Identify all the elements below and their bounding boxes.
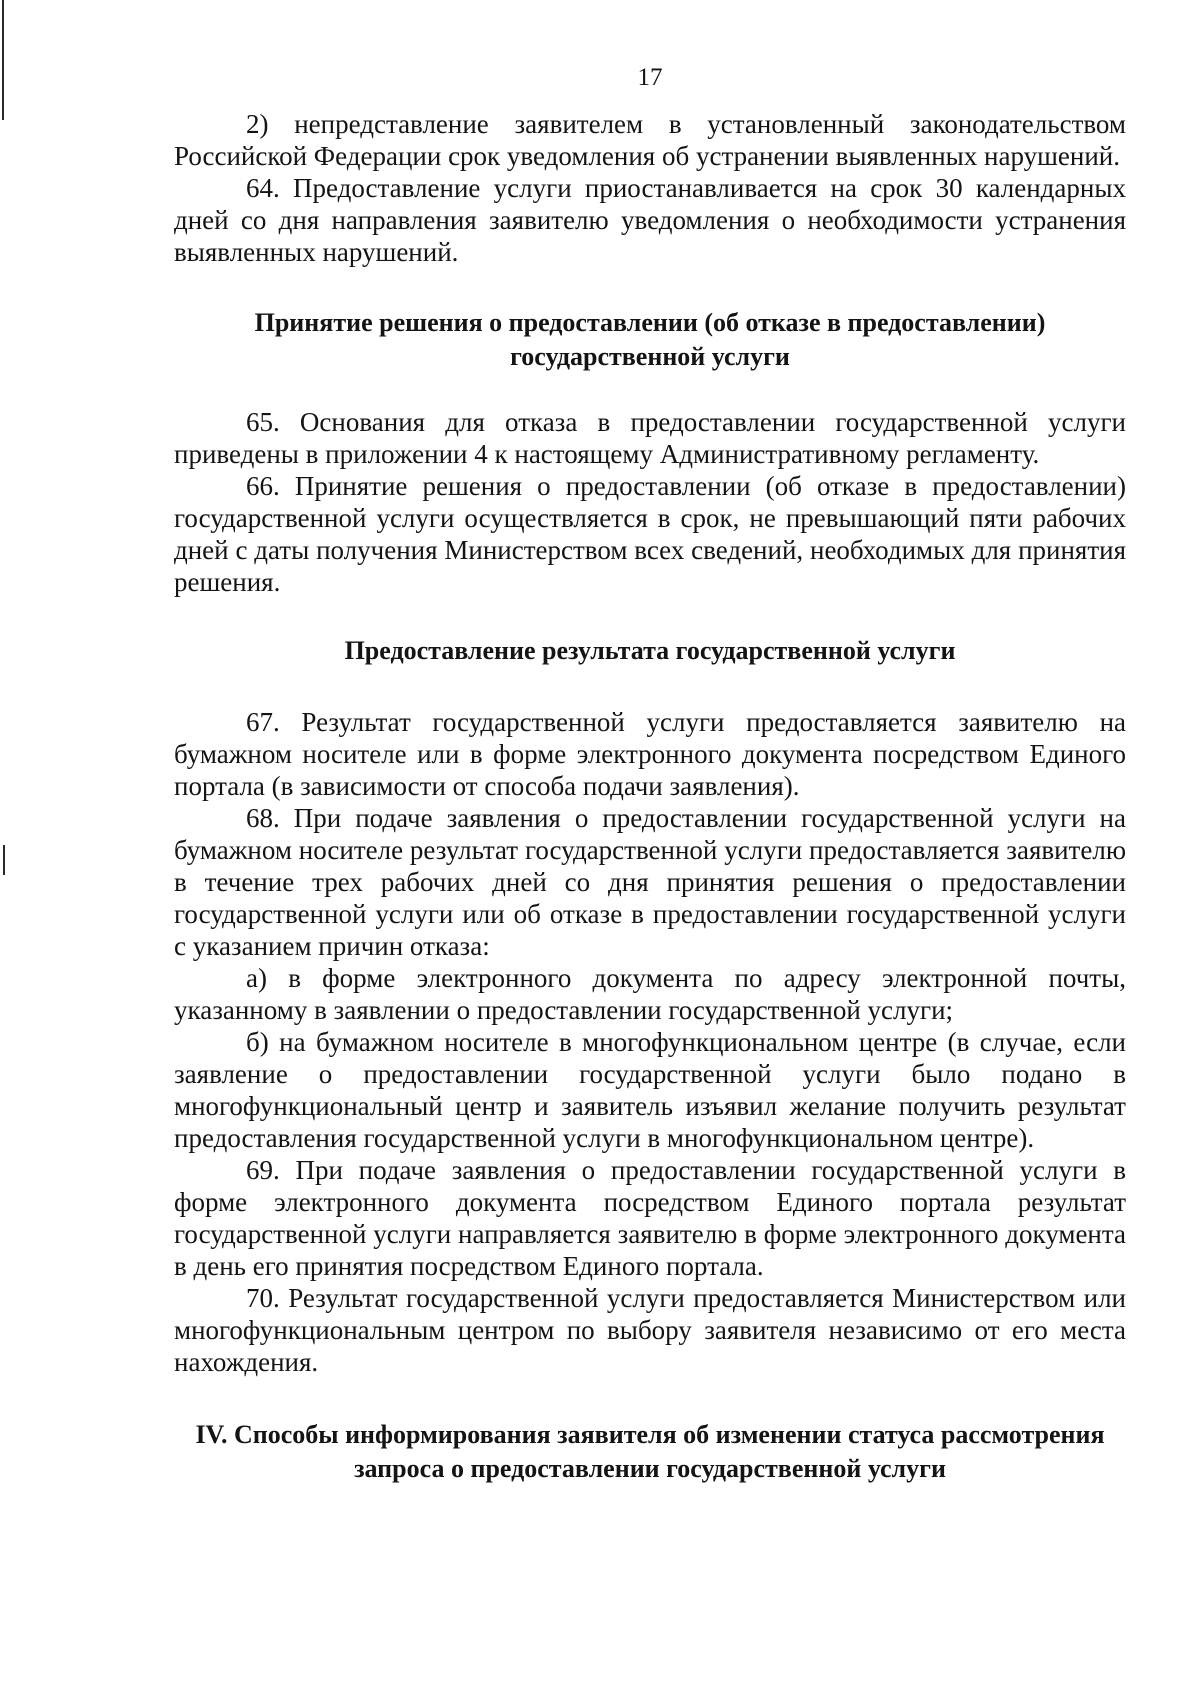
paragraph-66: 66. Принятие решения о предоставлении (об отказе в предоставлении) государственной услуги осуществляется в срок, не превышающий пяти рабочих дней с даты получения Министерством всех сведений, необходимых для принятия решения.: [174, 471, 1126, 597]
paragraph-69: 69. При подаче заявления о предоставлении государственной услуги в форме электронного документа посредством Единого портала результат государственной услуги направляется заявителю в форме электронного документа в день его принятия посредством Единого портала.: [174, 1155, 1126, 1281]
document-page: [174, 56, 1126, 1486]
paragraph-68: 68. При подаче заявления о предоставлении государственной услуги на бумажном носителе результат государственной услуги предоставляется заявителю в течение трех рабочих дней со дня принятия решения о предоставлении государственной услуги или об отказе в предоставлении государственной услуги с указанием причин отказа:: [174, 803, 1126, 961]
paragraph-65: 65. Основания для отказа в предоставлении государственной услуги приведены в приложении 4 к настоящему Административному регламенту.: [174, 407, 1126, 469]
paragraph-63-2: 2) непредставление заявителем в установленный законодательством Российской Федерации срок уведомления об устранении выявленных нарушений.: [174, 109, 1126, 171]
section-heading-result: Предоставление результата государственной услуги: [344, 636, 956, 665]
scan-edge-mark: [2, 0, 4, 120]
paragraph-64: 64. Предоставление услуги приостанавливается на срок 30 календарных дней со дня направления заявителю уведомления о необходимости устранения выявленных нарушений.: [174, 173, 1126, 267]
scan-margin-mark: [3, 845, 5, 875]
paragraph-68-a: а) в форме электронного документа по адресу электронной почты, указанному в заявлении о предоставлении государственной услуги;: [174, 963, 1126, 1025]
section-heading-decision: Принятие решения о предоставлении (об отказе в предоставлении) государственной услуги: [254, 308, 1046, 371]
page-number: 17: [637, 64, 663, 91]
paragraph-70: 70. Результат государственной услуги предоставляется Министерством или многофункциональным центром по выбору заявителя независимо от его места нахождения.: [174, 1283, 1126, 1377]
paragraph-67: 67. Результат государственной услуги предоставляется заявителю на бумажном носителе или в форме электронного документа посредством Единого портала (в зависимости от способа подачи заявления).: [174, 707, 1126, 801]
paragraph-68-b: б) на бумажном носителе в многофункциональном центре (в случае, если заявление о предоставлении государственной услуги было подано в многофункциональный центр и заявитель изъявил желание получить результат предоставления государственной услуги в многофункциональном центре).: [174, 1027, 1126, 1153]
section-heading-iv: IV. Способы информирования заявителя об изменении статуса рассмотрения запроса о предоставлении государственной услуги: [195, 1420, 1105, 1483]
